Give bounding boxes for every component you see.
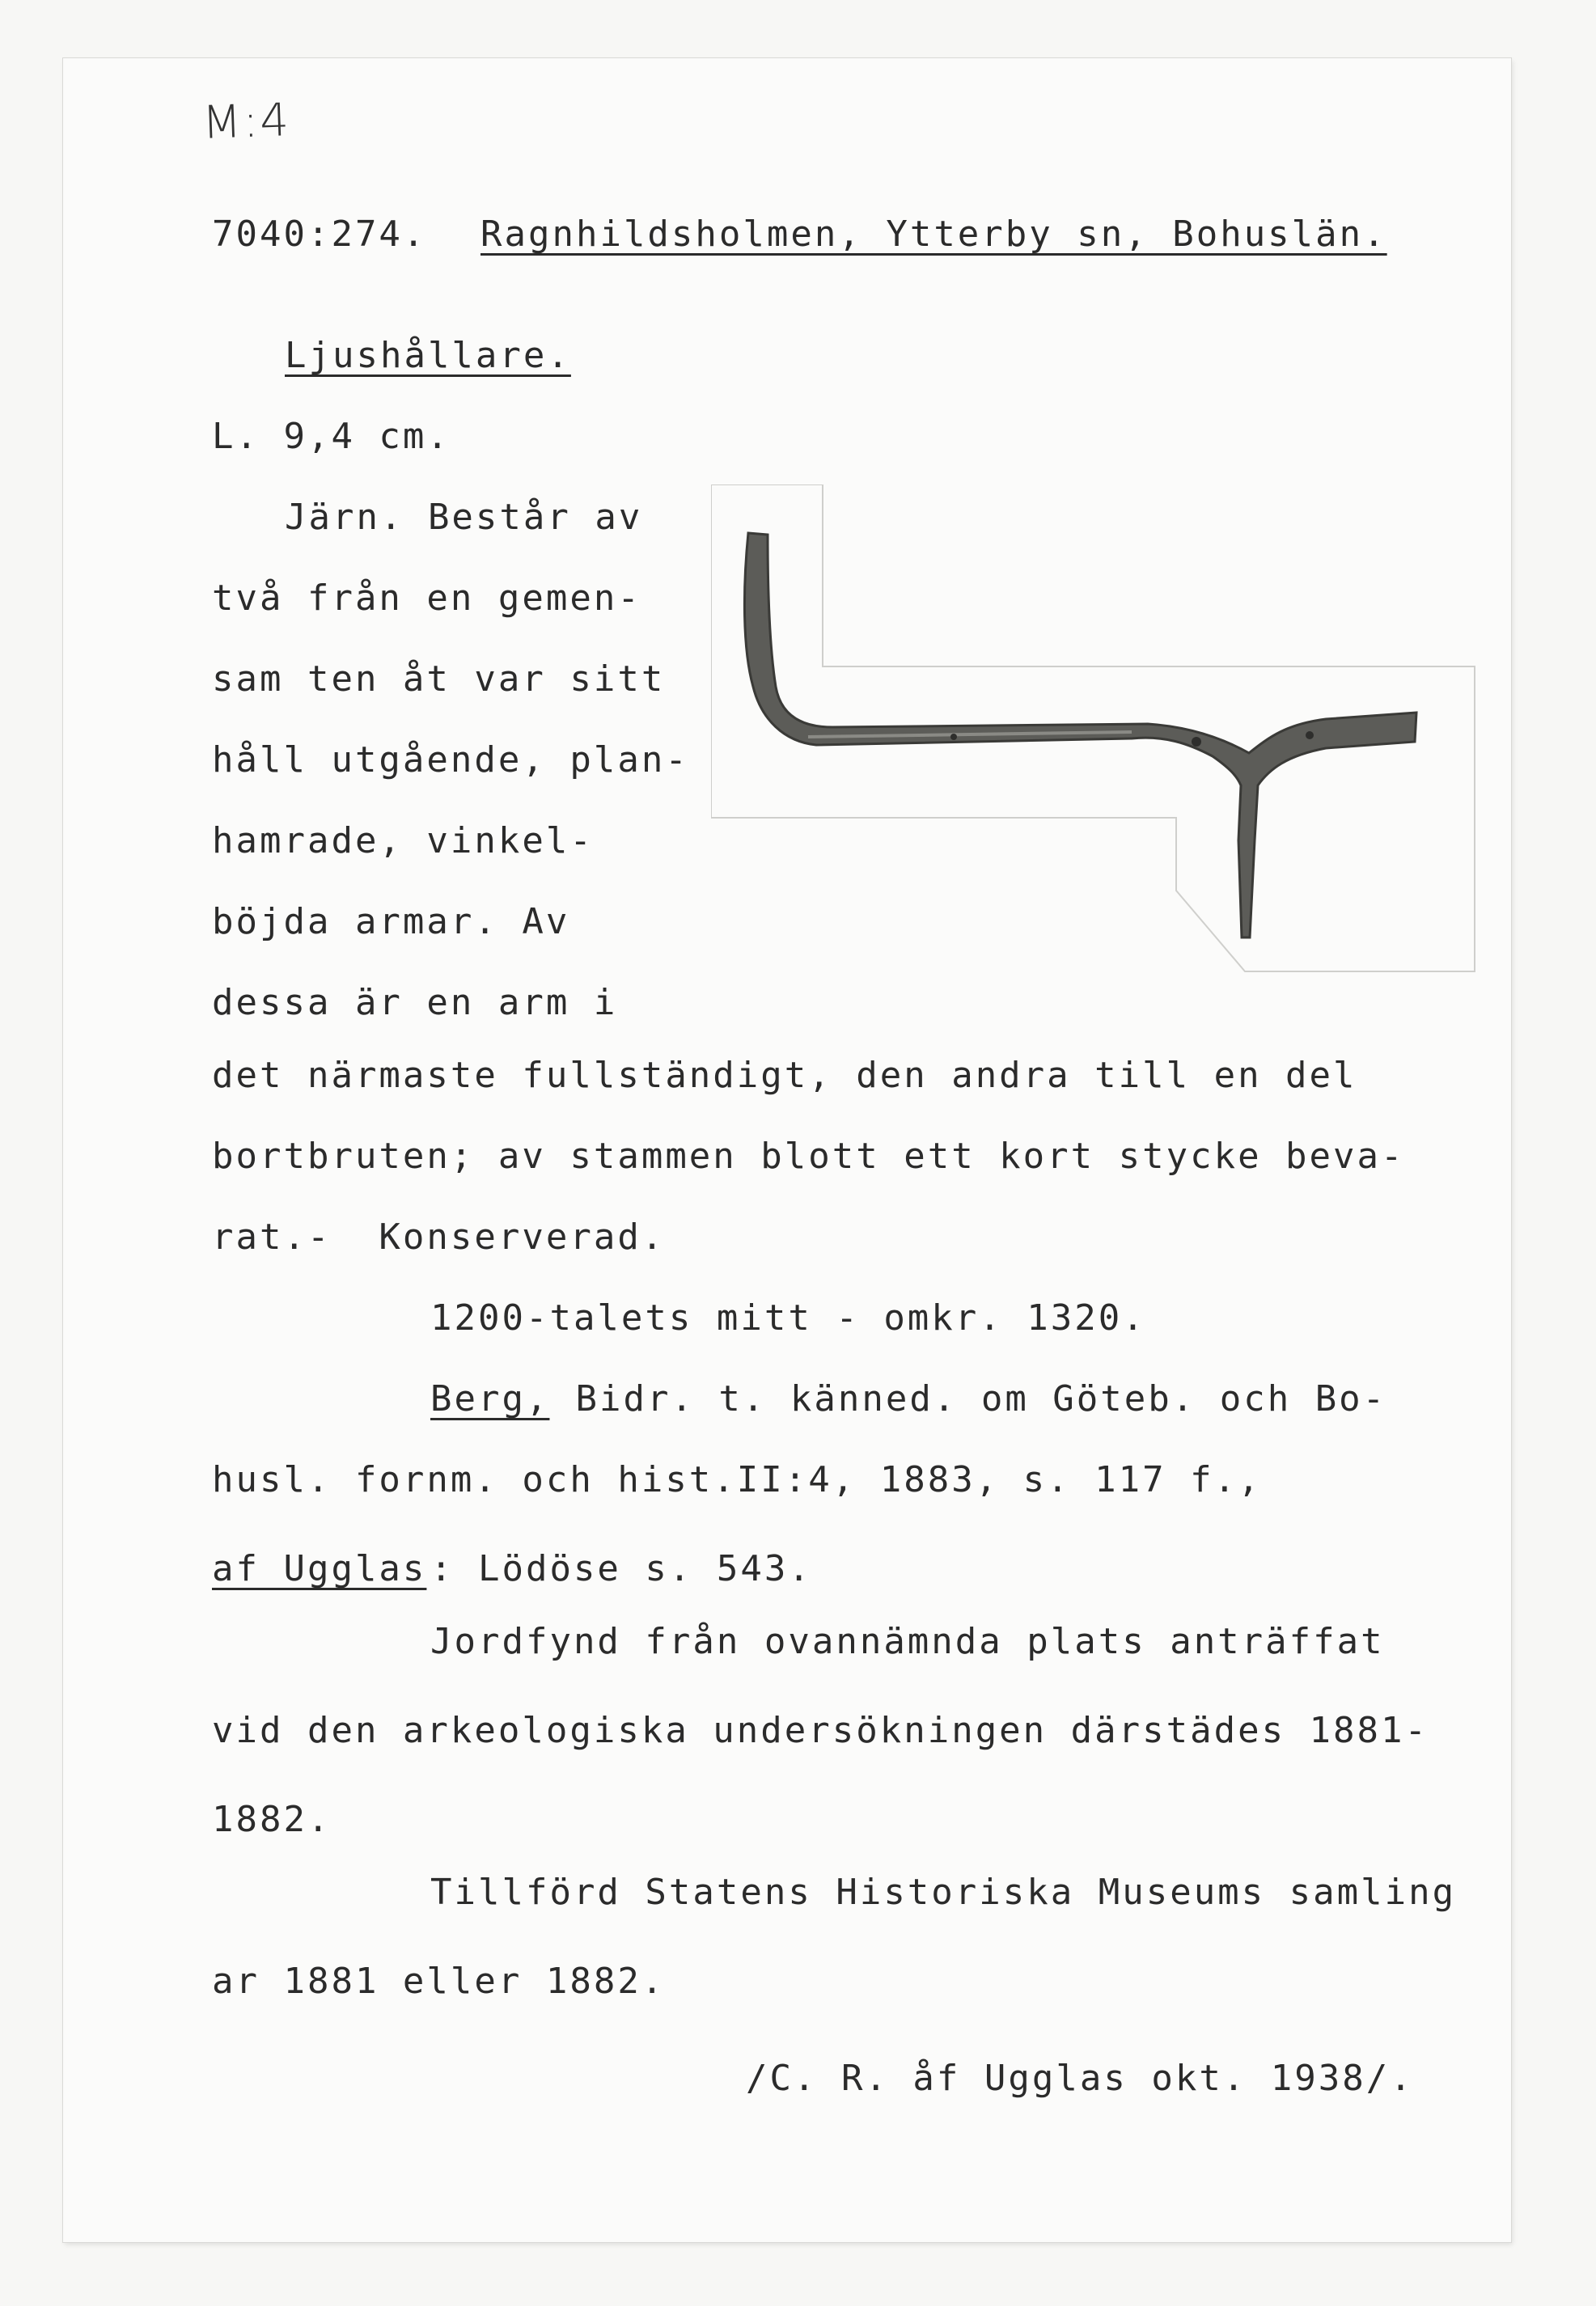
reference-text: Bidr. t. känned. om Göteb. och Bo- — [552, 1378, 1387, 1420]
find-line: 1882. — [212, 1799, 332, 1840]
description-line: rat.- Konserverad. — [212, 1216, 666, 1258]
object-photo — [711, 484, 1476, 972]
find-line: vid den arkeologiska undersökningen därstädes 1881- — [212, 1710, 1429, 1751]
description-line: bortbruten; av stammen blott ett kort stycke beva- — [212, 1136, 1405, 1177]
reference-author: af Ugglas — [212, 1548, 427, 1589]
find-line: Jordfynd från ovannämnda plats anträffat — [430, 1621, 1385, 1662]
find-site: Ragnhildsholmen, Ytterby sn, Bohuslän. — [480, 214, 1387, 255]
description-line: sam ten åt var sitt — [212, 658, 666, 700]
signature: /C. R. åf Ugglas okt. 1938/. — [746, 2058, 1414, 2099]
acquisition-line: ar 1881 eller 1882. — [212, 1961, 666, 2002]
reference-author: Berg, — [430, 1378, 550, 1420]
description-line: böjda armar. Av — [212, 901, 570, 942]
reference-text: husl. fornm. och hist.II:4, 1883, s. 117 f., — [212, 1459, 1262, 1500]
catalog-number: 7040:274. — [212, 214, 427, 255]
description-line: det närmaste fullständigt, den andra till en del — [212, 1055, 1357, 1096]
description-line: håll utgående, plan- — [212, 739, 689, 781]
description-line: två från en gemen- — [212, 578, 641, 619]
object-length: L. 9,4 cm. — [212, 416, 451, 457]
object-name: Ljushållare. — [285, 335, 571, 376]
reference-text: : Lödöse s. 543. — [430, 1548, 812, 1589]
acquisition-line: Tillförd Statens Historiska Museums samling — [430, 1872, 1457, 1913]
description-line: dessa är en arm i — [212, 982, 618, 1023]
handwritten-mark: M:4 — [201, 94, 291, 150]
description-line: Järn. Består av — [285, 497, 643, 538]
dating: 1200-talets mitt - omkr. 1320. — [430, 1297, 1146, 1339]
description-line: hamrade, vinkel- — [212, 820, 594, 861]
